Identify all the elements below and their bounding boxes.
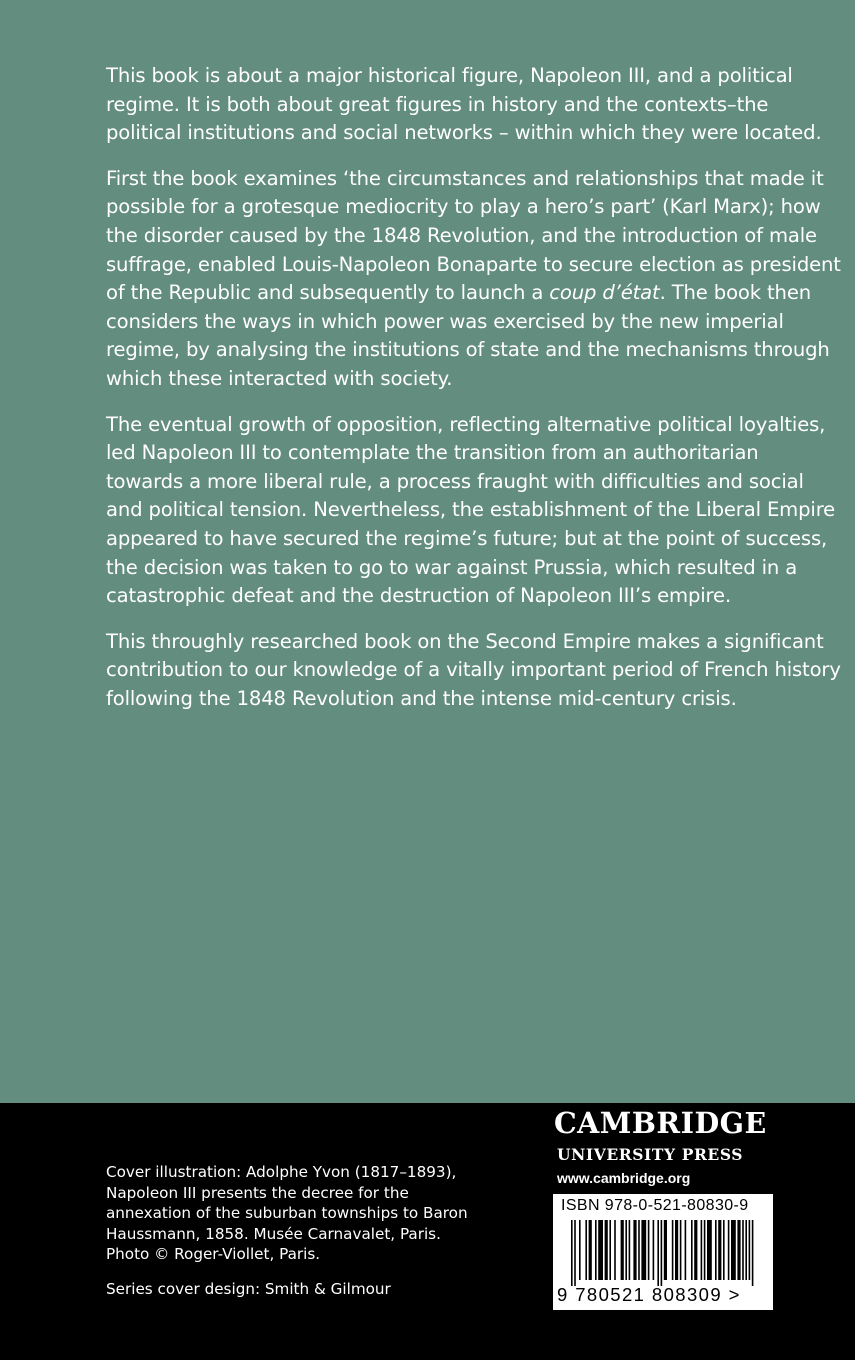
barcode-bar	[653, 1220, 655, 1280]
barcode-bar	[680, 1220, 682, 1280]
barcode-bar	[621, 1220, 624, 1280]
blurb-italic-phrase: coup d’état	[549, 281, 660, 305]
blurb-paragraph-2-end: . The book then considers the ways in which power was exercised by the new imperial regime, by analysing the institutions of state and the mechanisms through which these interacted with society.	[106, 281, 830, 390]
barcode-bar	[704, 1220, 706, 1280]
barcode-bar	[691, 1220, 693, 1280]
credit-line: Cover illustration: Adolphe Yvon (1817–1893),	[106, 1163, 457, 1181]
barcode-bar	[641, 1220, 646, 1280]
barcode-bar	[598, 1220, 603, 1280]
barcode-bar	[571, 1220, 573, 1286]
credit-line: annexation of the suburban townships to Baron	[106, 1204, 468, 1223]
barcode-digits: 9 780521 808309 >	[557, 1284, 741, 1305]
publisher-url: www.cambridge.org	[557, 1170, 691, 1186]
barcode-bar	[685, 1220, 687, 1280]
blurb-paragraph-1: This book is about a major historical figure, Napoleon III, and a political regime. It is both about great figures in history and the contexts–the political institutions and social networks – within which they were located.	[106, 64, 822, 145]
barcode-bar	[629, 1220, 631, 1280]
credit-line: Haussmann, 1858. Musée Carnavalet, Paris.	[106, 1224, 441, 1243]
barcode-bar	[614, 1220, 616, 1280]
barcode-bar	[638, 1220, 640, 1280]
barcode-bar	[664, 1220, 667, 1280]
barcode-bar	[737, 1220, 740, 1280]
blurb-text	[106, 62, 841, 730]
barcode-bar	[745, 1220, 747, 1280]
barcode-bar	[579, 1220, 581, 1280]
series-design-credit: Series cover design: Smith & Gilmour	[106, 1279, 391, 1298]
blurb-paragraph-2	[106, 165, 841, 394]
publisher-press: UNIVERSITY PRESS	[557, 1145, 744, 1164]
barcode-bar	[633, 1220, 636, 1280]
barcode-bar	[648, 1220, 650, 1280]
barcode-bar	[723, 1220, 725, 1280]
barcode-bar	[585, 1220, 587, 1280]
barcode-bar	[752, 1220, 754, 1286]
barcode-bar	[589, 1220, 592, 1280]
barcode-bar	[605, 1220, 608, 1280]
barcode-bar	[625, 1220, 627, 1280]
barcode-bar	[742, 1220, 744, 1280]
barcode-bar	[718, 1220, 721, 1280]
barcode-bar	[701, 1220, 703, 1280]
barcode-bar	[657, 1220, 659, 1286]
isbn-barcode	[553, 1194, 773, 1310]
barcode-bar	[715, 1220, 717, 1280]
blurb-paragraph-3: The eventual growth of opposition, reflecting alternative political loyalties, led Napoleon III to contemplate the transition from an authoritarian towards a more liberal rule, a process fraught with difficulties and social and political tension. Nevertheless, the establishment of the Liberal Empire appeared to have secured the regime’s future; but at the point of success, the decision was taken to go to war against Prussia, which resulted in a catastrophic defeat and the destruction of Napoleon III’s empire.	[106, 412, 836, 608]
barcode-bar	[728, 1220, 730, 1280]
blurb-paragraph-2-start: First the book examines ‘the circumstances and relationships that made it possible for a grotesque mediocrity to play a hero’s part’ (Karl Marx); how the disorder caused by the 1848 Revolution, and the introduction of male suffrage, enabled Louis-Napoleon Bonaparte to secure election as president of the Republic and subsequently to launch a	[106, 166, 841, 305]
cover-credits	[106, 1162, 506, 1300]
barcode-bar	[731, 1220, 736, 1280]
blurb-paragraph-4: This throughly researched book on the Second Empire makes a significant contribution to our knowledge of a vitally important period of French history following the 1848 Revolution and the intense mid-century crisis.	[106, 629, 841, 710]
barcode-bar	[574, 1220, 576, 1286]
barcode-bar	[675, 1220, 678, 1280]
isbn-number: ISBN 978-0-521-80830-9	[561, 1197, 749, 1214]
barcode-bar	[595, 1220, 597, 1280]
barcode-bar	[672, 1220, 674, 1280]
publisher-logo: CAMBRIDGE	[554, 1106, 767, 1140]
barcode-bar	[609, 1220, 611, 1280]
barcode-bar	[694, 1220, 697, 1280]
barcode-bar	[707, 1220, 712, 1280]
credit-line: Napoleon III presents the decree for the	[106, 1183, 409, 1202]
barcode-bar	[661, 1220, 663, 1286]
credit-line: Photo © Roger-Viollet, Paris.	[106, 1245, 321, 1264]
barcode-bar	[749, 1220, 751, 1280]
